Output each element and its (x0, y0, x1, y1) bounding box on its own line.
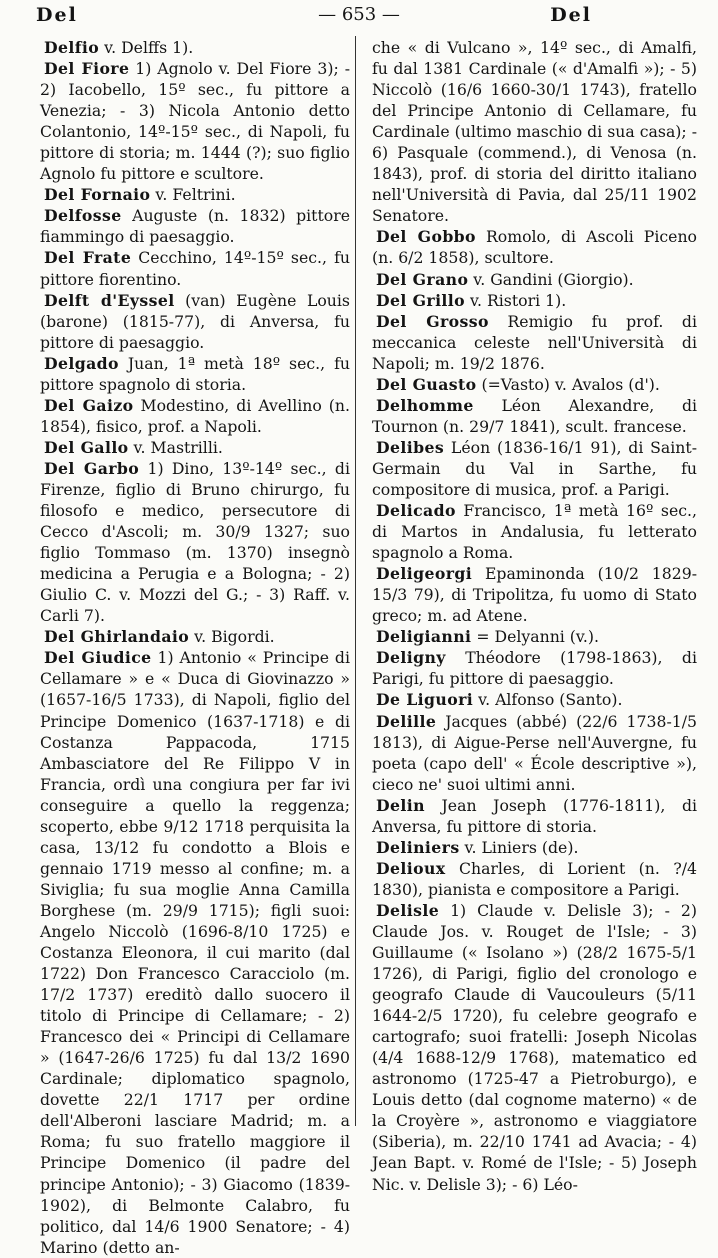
dictionary-entry (40, 205, 350, 247)
entry-text: 1) Antonio « Principe di Cellamare » e « Duca di Giovinazzo » (1657-16/5 1733), di Napoli, figlio del Principe Domenico (1637-1718) e di Costanza Pappacoda, 1715 Ambasciatore del Re Filippo V in Francia, ordì una congiura per far ivi conseguire a quello la reggenza; scoperto, ebbe 9/12 1718 perquisita la casa, 13/12 fu condotto a Blois e gennaio 1719 messo al confine; m. a Siviglia; fu sua moglie Anna Camilla Borghese (m. 29/9 1715); figli suoi: Angelo Niccolò (1696-8/10 1725) e Costanza Eleonora, il cui marito (dal 1722) Don Francesco Caracciolo (m. 17/2 1737) ereditò dallo suocero il titolo di Principe di Cellamare; - 2) Francesco dei « Principi di Cellamare » (1647-26/6 1725) fu dal 13/2 1690 Cardinale; diplomatico spagnolo, dovette 22/1 1717 per ordine dell'Alberoni lasciare Madrid; m. a Roma; fu suo fratello maggiore il Principe Domenico (il padre del principe Antonio); - 3) Giacomo (1839-1902), di Belmonte Calabro, fu politico, dal 14/6 1900 Senatore; - 4) Marino (detto an- (40, 648, 350, 1257)
entry-headword: Delin (376, 795, 425, 815)
left-column (40, 37, 350, 1258)
entry-text: v. Mastrilli. (128, 437, 223, 457)
running-head-right: Del (550, 4, 592, 26)
entry-headword: De Liguori (376, 690, 474, 710)
right-column (372, 37, 697, 1195)
entry-headword: Delisle (376, 900, 440, 920)
dictionary-entry (40, 458, 350, 626)
entry-text: Epaminonda (10/2 1829-15/3 79), di Tripolitza, fu uomo di Stato greco; m. ad Atene. (372, 564, 697, 626)
dictionary-entry (372, 500, 697, 563)
entry-text: Charles, di Lorient (n. ?/4 1830), pianista e compositore a Parigi. (372, 858, 697, 899)
dictionary-entry (40, 437, 350, 458)
dictionary-entry (372, 837, 697, 858)
entry-text: v. Liniers (de). (459, 837, 579, 857)
entry-headword: Del Gobbo (376, 227, 476, 247)
entry-headword: Delfio (44, 38, 100, 57)
dictionary-entry (372, 226, 697, 268)
dictionary-entry (40, 37, 350, 58)
entry-headword: Delibes (376, 437, 445, 457)
dictionary-entry (40, 647, 350, 1257)
dictionary-entry (372, 689, 697, 710)
page-header (0, 0, 718, 32)
entry-headword: Del Fiore (44, 59, 130, 79)
entry-headword: Del Grosso (376, 311, 489, 331)
dictionary-entry (372, 437, 697, 500)
dictionary-entry (40, 184, 350, 205)
entry-text: Léon Alexandre, di Tournon (n. 29/7 1841), scult. francese. (372, 395, 697, 436)
running-head-left: Del (36, 4, 78, 26)
dictionary-entry (372, 311, 697, 374)
entry-headword: Del Grillo (376, 290, 466, 310)
dictionary-entry (40, 247, 350, 289)
entry-headword: Delft d'Eyssel (44, 290, 175, 310)
dictionary-entry (40, 626, 350, 647)
entry-headword: Del Gallo (44, 437, 129, 457)
dictionary-entry (40, 58, 350, 184)
entry-headword: Deliniers (376, 837, 460, 857)
entry-headword: Deligny (376, 648, 446, 668)
entry-text: 1) Agnolo v. Del Fiore 3); - 2) Iacobello, 15º sec., fu pittore a Venezia; - 3) Nicola Antonio detto Colantonio, 14º-15º sec., di Napoli, fu pittore di storia; m. 1444 (?); suo figlio Agnolo fu pittore e scultore. (40, 59, 350, 184)
entry-text: Francisco, 1ª metà 16º sec., di Martos in Andalusia, fu letterato spagnolo a Roma. (372, 501, 697, 563)
entry-headword: Del Frate (44, 248, 132, 268)
column-divider (355, 36, 356, 1126)
entry-text: Cecchino, 14º-15º sec., fu pittore fiorentino. (40, 248, 350, 289)
dictionary-entry (372, 37, 697, 226)
entry-text: Jean Joseph (1776-1811), di Anversa, fu pittore di storia. (372, 795, 697, 836)
dictionary-entry (372, 858, 697, 900)
entry-headword: Delhomme (376, 395, 474, 415)
dictionary-entry (372, 395, 697, 437)
entry-text: 1) Dino, 13º-14º sec., di Firenze, figlio di Bruno chirurgo, fu filosofo e medico, persecutore di Cecco d'Ascoli; m. 30/9 1327; suo figlio Tommaso (m. 1370) insegnò medicina a Perugia e a Bologna; - 2) Giulio C. v. Mozzi del G.; - 3) Raff. v. Carli 7). (40, 458, 350, 626)
entry-headword: Delioux (376, 858, 446, 878)
entry-text: v. Gandini (Giorgio). (468, 269, 634, 289)
dictionary-entry (372, 647, 697, 689)
entry-text: che « di Vulcano », 14º sec., di Amalfi, fu dal 1381 Cardinale (« d'Amalfi »); - 5) Niccolò (16/6 1660-30/1 1743), fratello del Principe Antonio di Cellamare, fu Cardinale (ultimo maschio di sua casa); - 6) Pasquale (commend.), di Venosa (n. 1843), prof. di storia del diritto italiano nell'Università di Pavia, dal 25/11 1902 Senatore. (372, 38, 697, 226)
dictionary-entry (372, 374, 697, 395)
entry-headword: Del Giudice (44, 648, 152, 668)
entry-text: Léon (1836-16/1 91), di Saint-Germain du Val in Sarthe, fu compositore di musica, prof. a Parigi. (372, 437, 697, 499)
dictionary-entry (372, 711, 697, 795)
entry-text: v. Ristori 1). (465, 290, 567, 310)
entry-text: Juan, 1ª metà 18º sec., fu pittore spagnolo di storia. (40, 353, 350, 394)
page-number: — 653 — (318, 4, 400, 25)
entry-headword: Delille (376, 711, 437, 731)
entry-text: v. Delffs 1). (99, 38, 194, 57)
entry-text: 1) Claude v. Delisle 3); - 2) Claude Jos. v. Rouget de l'Isle; - 3) Guillaume (« Isolano ») (28/2 1675-5/1 1726), di Parigi, figlio del cronologo e geografo Claude di Vaucouleurs (5/11 1644-2/5 1720), fu celebre geografo e cartografo; suoi fratelli: Joseph Nicolas (4/4 1688-12/9 1768), matematico ed astronomo (1725-47 a Pietroburgo), e Louis detto (dal cognome materno) « de la Croyère », astronomo e viaggiatore (Siberia), m. 22/10 1741 ad Avacia; - 4) Jean Bapt. v. Romé de l'Isle; - 5) Joseph Nic. v. Delisle 3); - 6) Léo- (372, 900, 697, 1194)
entry-headword: Delfosse (44, 206, 122, 226)
dictionary-entry (40, 395, 350, 437)
entry-text: v. Feltrini. (150, 185, 236, 205)
entry-headword: Deligeorgi (376, 564, 473, 584)
dictionary-entry (372, 269, 697, 290)
entry-headword: Del Ghirlandaio (44, 627, 190, 647)
dictionary-entry (40, 290, 350, 353)
entry-headword: Delgado (44, 353, 119, 373)
entry-text: Romolo, di Ascoli Piceno (n. 6/2 1858), scultore. (372, 227, 697, 268)
entry-text: Modestino, di Avellino (n. 1854), fisico, prof. a Napoli. (40, 395, 351, 436)
entry-text: = Delyanni (v.). (471, 627, 600, 647)
entry-text: (van) Eugène Louis (barone) (1815-77), di Anversa, fu pittore di paesaggio. (40, 290, 350, 352)
dictionary-entry (372, 626, 697, 647)
dictionary-entry (372, 900, 697, 1195)
entry-headword: Del Garbo (44, 458, 140, 478)
entry-text: (=Vasto) v. Avalos (d'). (476, 374, 660, 394)
entry-text: v. Alfonso (Santo). (473, 690, 623, 710)
dictionary-entry (372, 795, 697, 837)
entry-text: v. Bigordi. (189, 627, 275, 647)
dictionary-entry (40, 353, 350, 395)
entry-headword: Del Guasto (376, 374, 477, 394)
entry-headword: Del Fornaio (44, 185, 151, 205)
entry-headword: Delicado (376, 501, 456, 521)
entry-headword: Deligianni (376, 627, 472, 647)
entry-text: Théodore (1798-1863), di Parigi, fu pittore di paesaggio. (372, 648, 697, 689)
entry-text: Jacques (abbé) (22/6 1738-1/5 1813), di Aigue-Perse nell'Auvergne, fu poeta (capo dell' « École descriptive »), cieco ne' suoi ultimi anni. (372, 711, 697, 794)
dictionary-entry (372, 563, 697, 626)
entry-text: Remigio fu prof. di meccanica celeste nell'Università di Napoli; m. 19/2 1876. (372, 311, 697, 373)
entry-text: Auguste (n. 1832) pittore fiammingo di paesaggio. (40, 206, 350, 247)
entry-headword: Del Grano (376, 269, 469, 289)
dictionary-entry (372, 290, 697, 311)
entry-headword: Del Gaizo (44, 395, 134, 415)
